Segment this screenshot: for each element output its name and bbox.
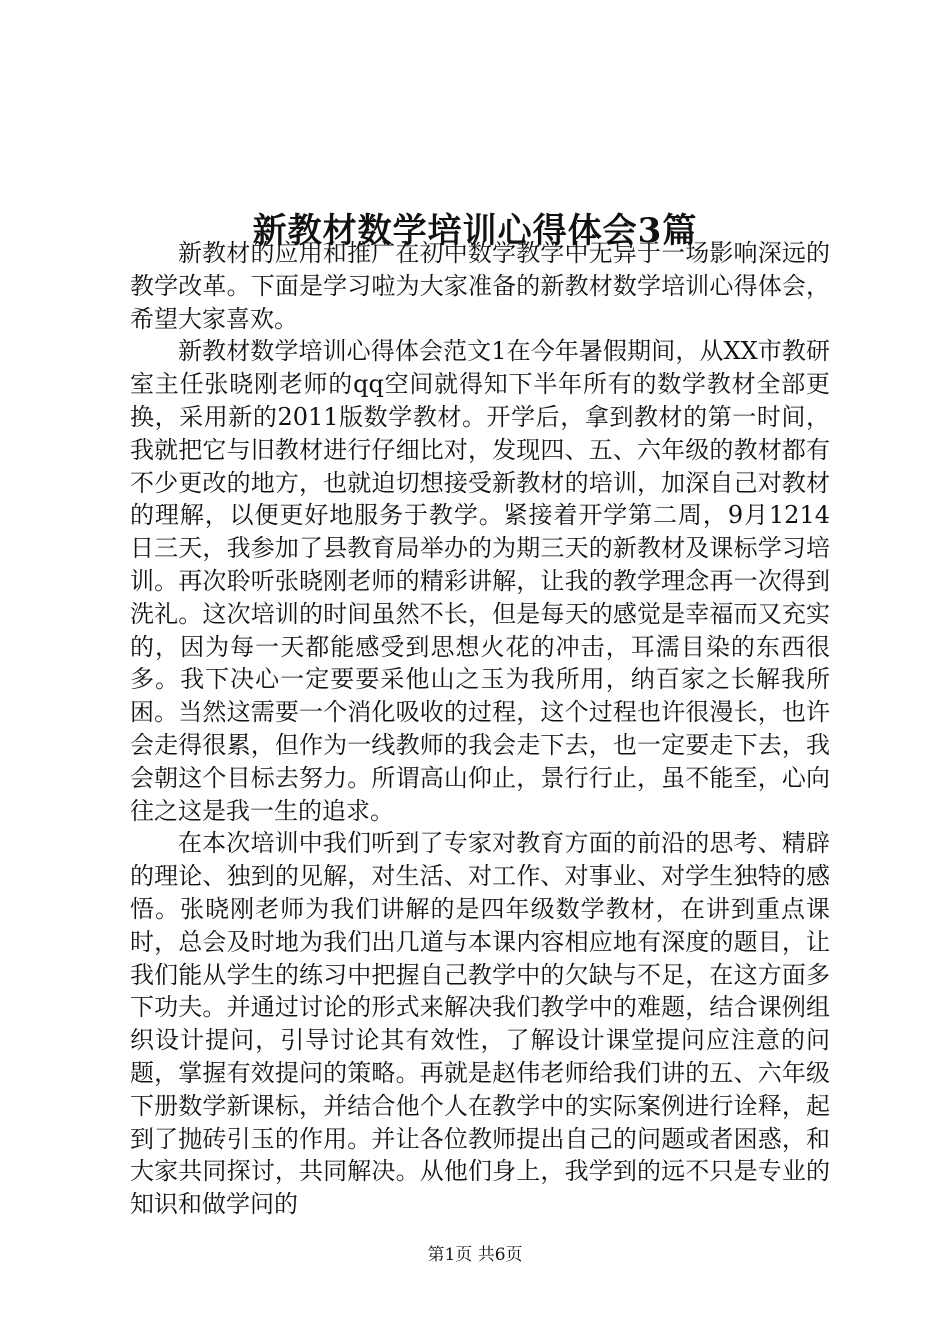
page-number-footer: 第1页 共6页 bbox=[427, 1245, 523, 1265]
paragraph-sample-1: 新教材数学培训心得体会范文1在今年暑假期间，从XX市教研室主任张晓刚老师的qq空间就得知下半年所有的数学教材全部更换，采用新的2011版数学教材。开学后，拿到教材的第一时间，我就把它与旧教材进行仔细比对，发现四、五、六年级的教材都有不少更改的地方，也就迫切想接受新教材的培训，加深自己对教材的理解，以便更好地服务于教学。紧接着开学第二周，9月1214日三天，我参加了县教育局举办的为期三天的新教材及课标学习培训。再次聆听张晓刚老师的精彩讲解，让我的教学理念再一次得到洗礼。这次培训的时间虽然不长，但是每天的感觉是幸福而又充实的，因为每一天都能感受到思想火花的冲击，耳濡目染的东西很多。我下决心一定要要采他山之玉为我所用，纳百家之长解我所困。当然这需要一个消化吸收的过程，这个过程也许很漫长，也许会走得很累，但作为一线教师的我会走下去，也一定要走下去，我会朝这个目标去努力。所谓高山仰止，景行行止，虽不能至，心向往之这是我一生的追求。 bbox=[130, 337, 830, 825]
paragraph-intro: 新教材的应用和推广在初中数学教学中无异于一场影响深远的教学改革。下面是学习啦为大家准备的新教材数学培训心得体会，希望大家喜欢。 bbox=[130, 239, 830, 333]
document-title: 新教材数学培训心得体会3篇 bbox=[252, 210, 698, 251]
document-body bbox=[130, 237, 830, 1221]
paragraph-training: 在本次培训中我们听到了专家对教育方面的前沿的思考、精辟的理论、独到的见解，对生活、对工作、对事业、对学生独特的感悟。张晓刚老师为我们讲解的是四年级数学教材，在讲到重点课时，总会及时地为我们出几道与本课内容相应地有深度的题目，让我们能从学生的练习中把握自己教学中的欠缺与不足，在这方面多下功夫。并通过讨论的形式来解决我们教学中的难题，结合课例组织设计提问，引导讨论其有效性，了解设计课堂提问应注意的问题，掌握有效提问的策略。再就是赵伟老师给我们讲的五、六年级下册数学新课标，并结合他个人在教学中的实际案例进行诠释，起到了抛砖引玉的作用。并让各位教师提出自己的问题或者困惑，和大家共同探讨，共同解决。从他们身上，我学到的远不只是专业的知识和做学问的 bbox=[130, 829, 830, 1219]
